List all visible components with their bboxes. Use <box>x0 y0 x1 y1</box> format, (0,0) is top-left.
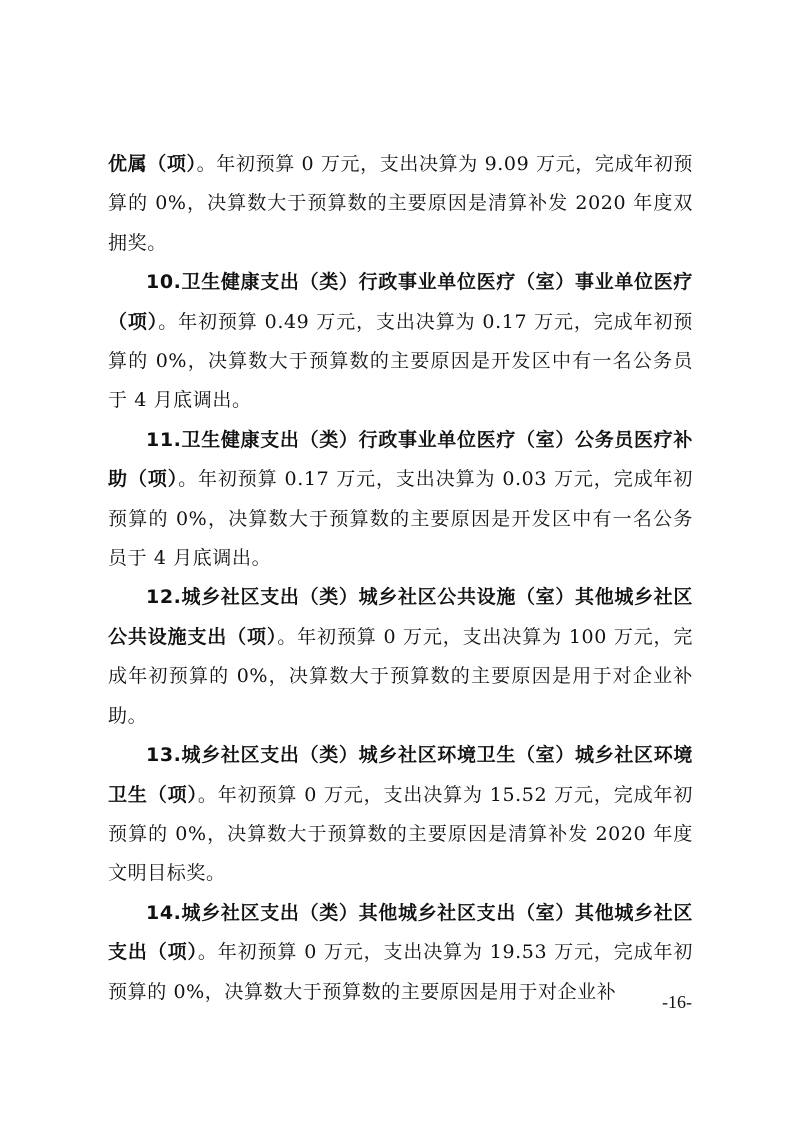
paragraph-text: 。年初预算 0.49 万元，支出决算为 0.17 万元，完成年初预算的 0%，决算数大于预算数的主要原因是开发区中有一名公务员于 4 月底调出。 <box>108 310 693 412</box>
paragraph-text: 。年初预算 0.17 万元，支出决算为 0.03 万元，完成年初预算的 0%，决算数大于预算数的主要原因是开发区中有一名公务员于 4 月底调出。 <box>108 468 693 570</box>
paragraph-text: 。年初预算 0 万元，支出决算为 15.52 万元，完成年初预算的 0%，决算数大于预算数的主要原因是清算补发 2020 年度文明目标奖。 <box>108 783 693 885</box>
paragraph-text: 。年初预算 0 万元，支出决算为 100 万元，完成年初预算的 0%，决算数大于预算数的主要原因是用于对企业补助。 <box>108 625 694 727</box>
paragraph-text: 。年初预算 0 万元，支出决算为 19.53 万元，完成年初预算的 0%，决算数大于预算数的主要原因是用于对企业补 <box>108 941 693 1003</box>
paragraph-heading: 优属（项） <box>108 153 197 175</box>
paragraph-text: 。年初预算 0 万元，支出决算为 9.09 万元，完成年初预算的 0%，决算数大于预算数的主要原因是清算补发 2020 年度双拥奖。 <box>108 153 693 254</box>
paragraph-heading: 13.城乡社区支出（类）城乡社区环境卫生（室）城乡社区环境卫生（项） <box>108 744 693 806</box>
document-body <box>108 145 693 1012</box>
paragraph-heading: 10.卫生健康支出（类）行政事业单位医疗（室）事业单位医疗（项） <box>108 271 693 333</box>
paragraph-heading: 12.城乡社区支出（类）城乡社区公共设施（室）其他城乡社区公共设施支出（项） <box>108 586 693 648</box>
paragraph-14 <box>108 894 693 1012</box>
page-number: -16- <box>662 992 692 1012</box>
paragraph-13 <box>108 736 693 894</box>
paragraph-10 <box>108 263 693 421</box>
paragraph-11 <box>108 421 693 579</box>
paragraph-1 <box>108 145 693 263</box>
paragraph-heading: 11.卫生健康支出（类）行政事业单位医疗（室）公务员医疗补助（项） <box>108 428 693 491</box>
paragraph-12 <box>108 578 693 736</box>
paragraph-heading: 14.城乡社区支出（类）其他城乡社区支出（室）其他城乡社区支出（项） <box>108 901 693 964</box>
